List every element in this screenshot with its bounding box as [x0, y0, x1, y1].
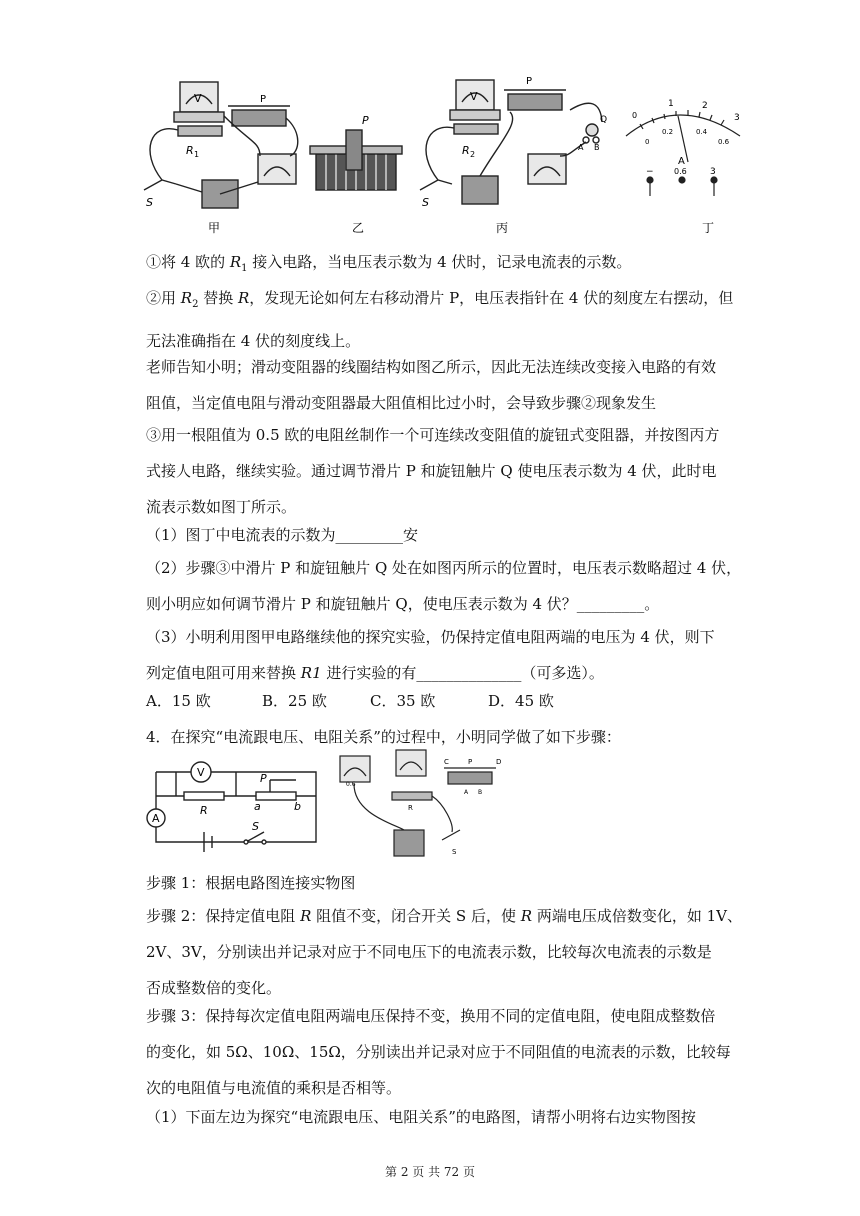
- question-3-post: 进行实验的有______________（可多选）。: [321, 664, 604, 682]
- step2-mid: 替换: [198, 289, 238, 307]
- figure-label-yi: 乙: [352, 221, 365, 235]
- question-3-var: R1: [300, 664, 322, 682]
- step-1-paragraph: [146, 868, 746, 898]
- photo-c-mark: C: [444, 758, 449, 766]
- ding-scale-top-2: 2: [702, 101, 708, 111]
- ding-terminal-neg: −: [646, 167, 654, 177]
- figure-yi: [310, 130, 402, 190]
- question-3: [146, 622, 746, 688]
- step3-line-1: ③用一根阻值为 0.5 欧的电阻丝制作一个可连续改变阻值的旋钮式变阻器，并按图丙方: [146, 426, 720, 444]
- step1-post: 接入电路，当电压表示数为 4 伏时，记录电流表的示数。: [247, 253, 632, 271]
- bing-p-mark: P: [526, 76, 533, 87]
- photo-d-mark: D: [496, 758, 502, 766]
- question-4-1-text: （1）下面左边为探究“电流跟电压、电阻关系”的电路图，请帮小明将右边实物图按: [146, 1108, 696, 1126]
- diagram-r-mark: R: [200, 804, 208, 817]
- bing-v-mark: V: [470, 90, 478, 103]
- step2-var: R: [180, 289, 193, 307]
- step1-paragraph: [146, 247, 746, 284]
- question-4-1: [146, 1102, 746, 1132]
- step2-pre: ②用: [146, 289, 181, 307]
- step-2-line-2: 2V、3V，分别读出并记录对应于不同电压下的电流表示数，比较每次电流表的示数是: [146, 943, 712, 961]
- step1-var: R: [229, 253, 242, 271]
- problem-4-text: 4．在探究“电流跟电压、电阻关系”的过程中，小明同学做了如下步骤：: [146, 728, 621, 746]
- diagram-p-mark: P: [260, 772, 267, 785]
- step3-line-2: 式接人电路，继续实验。通过调节滑片 P 和旋钮触片 Q 使电压表示数为 4 伏，此时电: [146, 462, 717, 480]
- question-3-pre: 列定值电阻可用来替换: [146, 664, 301, 682]
- figure-label-ding: 丁: [702, 221, 715, 235]
- step1-sub: 1: [241, 263, 248, 274]
- ding-terminal-06: 0.6: [674, 167, 687, 176]
- photo-s-mark: S: [452, 848, 457, 856]
- ding-scale-bottom-1: 0.2: [662, 128, 674, 136]
- photo-a-mark: A: [464, 789, 469, 796]
- question-2: [146, 553, 746, 619]
- question-2-line-1: （2）步骤③中滑片 P 和旋钮触片 Q 处在如图丙所示的位置时，电压表示数略超过 4 伏，: [146, 559, 742, 577]
- ding-scale-bottom-3: 0.6: [718, 138, 730, 146]
- photo-scale-mark: 0.6: [346, 781, 356, 788]
- figure-label-jia: 甲: [208, 221, 221, 235]
- ding-scale-top-1: 1: [668, 99, 674, 109]
- bing-b-mark: B: [594, 143, 600, 152]
- diagram-a-end: a: [254, 800, 261, 813]
- teacher-line-2: 阻值，当定值电阻与滑动变阻器最大阻值相比过小时，会导致步骤②现象发生: [146, 394, 657, 412]
- photo-p-mark: P: [468, 758, 473, 766]
- photo-r-mark: R: [408, 804, 413, 812]
- step-2-mid: 阻值不变，闭合开关 S 后，使: [311, 907, 521, 925]
- diagram-b-end: b: [294, 800, 301, 813]
- jia-p-mark: P: [260, 94, 267, 105]
- photo-b-mark: B: [478, 789, 483, 796]
- step-2-line-1: [146, 901, 746, 931]
- step-1-text: 步骤 1：根据电路图连接实物图: [146, 874, 356, 892]
- jia-r-sub: 1: [194, 150, 200, 159]
- step2-line-1: [146, 283, 746, 320]
- step3-line-3: 流表示数如图丁所示。: [146, 498, 297, 516]
- question-1: [146, 520, 746, 550]
- figure-circuit-diagram: [146, 752, 326, 852]
- figure-bing: [420, 80, 602, 204]
- step-3-paragraph: [146, 1001, 746, 1103]
- diagram-s-mark: S: [252, 820, 259, 833]
- question-3-line-2: [146, 658, 746, 688]
- question-1-text: （1）图丁中电流表的示数为_________安: [146, 526, 419, 544]
- teacher-paragraph: [146, 352, 746, 418]
- figure-ding: [626, 110, 740, 196]
- yi-p-mark: P: [362, 114, 369, 127]
- jia-s-mark: S: [146, 196, 153, 209]
- bing-r-sub: 2: [470, 150, 476, 159]
- figure-circuit-row: [140, 72, 760, 242]
- jia-r-mark: R: [186, 144, 194, 157]
- ding-scale-bottom-0: 0: [645, 138, 650, 146]
- teacher-line-1: 老师告知小明；滑动变阻器的线圈结构如图乙所示，因此无法连续改变接入电路的有效: [146, 358, 717, 376]
- step2-post: ，发现无论如何左右移动滑片 P，电压表指针在 4 伏的刻度左右摆动，但: [249, 289, 734, 307]
- step-2-paragraph: [146, 901, 746, 1003]
- figure-circuit-photo: [334, 744, 514, 862]
- ding-scale-bottom-2: 0.4: [696, 128, 708, 136]
- step-3-line-1: 步骤 3：保持每次定值电阻两端电压保持不变，换用不同的定值电阻，使电阻成整数倍: [146, 1007, 716, 1025]
- bing-q-mark: Q: [600, 115, 608, 125]
- ding-scale-top-0: 0: [632, 111, 638, 120]
- option-a: A．15 欧: [146, 692, 211, 710]
- step-3-line-3: 次的电阻值与电流值的乘积是否相等。: [146, 1079, 402, 1097]
- step-2-line-3: 否成整数倍的变化。: [146, 979, 282, 997]
- ding-scale-top-3: 3: [734, 113, 740, 123]
- step-3-line-2: 的变化，如 5Ω、10Ω、15Ω，分别读出并记录对应于不同阻值的电流表的示数，比较每: [146, 1043, 731, 1061]
- bing-r-mark: R: [462, 144, 470, 157]
- bing-s-mark: S: [422, 196, 429, 209]
- jia-v-mark: V: [194, 92, 202, 105]
- step1-line: [146, 247, 746, 284]
- diagram-a-mark: A: [152, 812, 160, 825]
- step3-paragraph: [146, 420, 746, 522]
- bing-a-mark: A: [578, 143, 584, 152]
- step-2-var2: R: [520, 907, 533, 925]
- ding-unit: A: [678, 156, 685, 167]
- diagram-v-mark: V: [197, 766, 205, 779]
- step2-line-2: 无法准确指在 4 伏的刻度线上。: [146, 332, 361, 350]
- ding-terminal-3: 3: [710, 167, 716, 177]
- figure-label-bing: 丙: [496, 221, 509, 235]
- question-3-line-1: （3）小明利用图甲电路继续他的探究实验，仍保持定值电阻两端的电压为 4 伏，则下: [146, 628, 715, 646]
- option-c: C．35 欧: [370, 692, 436, 710]
- step-2-var: R: [300, 907, 312, 925]
- step-2-pre: 步骤 2：保持定值电阻: [146, 907, 301, 925]
- step2-paragraph: [146, 283, 746, 356]
- step2-var2: R: [238, 289, 250, 307]
- question-2-line-2: 则小明应如何调节滑片 P 和旋钮触片 Q，使电压表示数为 4 伏？_________。: [146, 595, 660, 613]
- step-2-post: 两端电压成倍数变化，如 1V、: [532, 907, 742, 925]
- option-b: B．25 欧: [262, 692, 327, 710]
- option-d: D．45 欧: [488, 692, 554, 710]
- page-footer: 第 2 页 共 72 页: [385, 1165, 475, 1179]
- step1-pre: ①将 4 欧的: [146, 253, 230, 271]
- step2-sub: 2: [192, 299, 199, 310]
- figure-jia: [144, 82, 298, 208]
